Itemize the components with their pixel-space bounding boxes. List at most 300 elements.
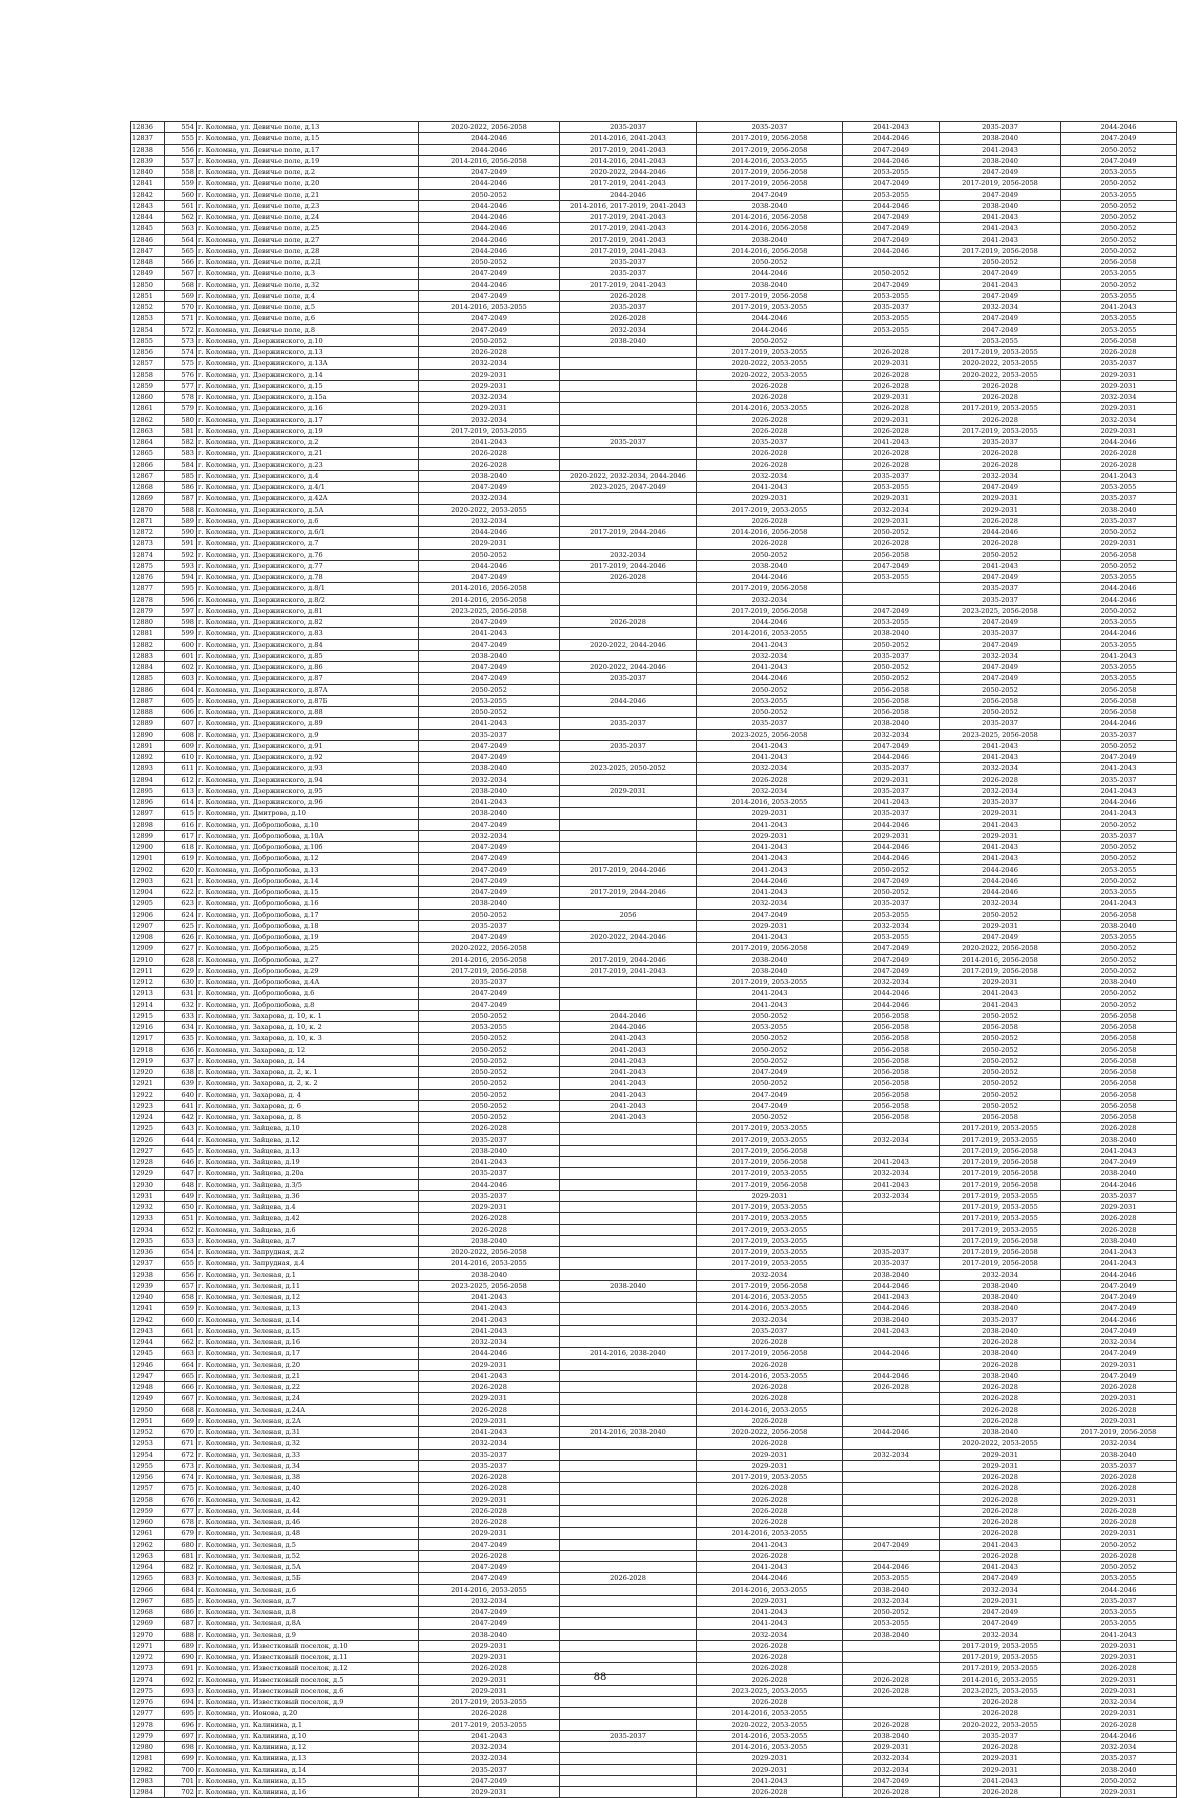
row-id-cell: 12900 [131,842,165,853]
row-id-cell: 12863 [131,425,165,436]
row-id-cell: 12841 [131,178,165,189]
address-cell: г. Коломна, ул. Дзержинского, д.6/1 [197,527,419,538]
period-cell-6: 2026-2028 [1061,1213,1177,1224]
period-cell-1: 2050-2052 [419,335,560,346]
period-cell-2 [560,1494,697,1505]
table-row [131,729,1177,740]
period-cell-6: 2026-2028 [1061,1123,1177,1134]
period-cell-5: 2056-2058 [940,1112,1061,1123]
period-cell-2 [560,1697,697,1708]
period-cell-4: 2056-2058 [843,1044,940,1055]
row-id-cell: 12915 [131,1010,165,1021]
table-row [131,1359,1177,1370]
table-row [131,178,1177,189]
table-row [131,1629,1177,1640]
address-cell: г. Коломна, ул. Известковый поселок, д.12 [197,1663,419,1674]
period-cell-2 [560,369,697,380]
row-id-cell: 12962 [131,1539,165,1550]
period-cell-5: 2038-2040 [940,1427,1061,1438]
row-number-cell: 624 [165,909,197,920]
period-cell-3: 2029-2031 [697,830,843,841]
period-cell-2: 2014-2016, 2041-2043 [560,133,697,144]
address-cell: г. Коломна, ул. Зеленая, д.13 [197,1303,419,1314]
table-row [131,335,1177,346]
table-row [131,1258,1177,1269]
period-cell-3: 2014-2016, 2056-2058 [697,245,843,256]
period-cell-6: 2044-2046 [1061,437,1177,448]
row-id-cell: 12901 [131,853,165,864]
period-cell-2: 2017-2019, 2041-2043 [560,144,697,155]
period-cell-1: 2035-2037 [419,920,560,931]
period-cell-2: 2035-2037 [560,1730,697,1741]
period-cell-4: 2035-2037 [843,302,940,313]
period-cell-3: 2017-2019, 2053-2055 [697,1258,843,1269]
period-cell-4: 2047-2049 [843,954,940,965]
period-cell-2 [560,594,697,605]
period-cell-2 [560,1359,697,1370]
address-cell: г. Коломна, ул. Дзержинского, д.42А [197,493,419,504]
table-row [131,133,1177,144]
period-cell-1: 2032-2034 [419,414,560,425]
table-row [131,122,1177,133]
period-cell-3: 2026-2028 [697,380,843,391]
row-id-cell: 12933 [131,1213,165,1224]
period-cell-3: 2047-2049 [697,189,843,200]
address-cell: г. Коломна, ул. Добролюбова, д.10 [197,819,419,830]
table-row [131,617,1177,628]
row-id-cell: 12876 [131,572,165,583]
period-cell-6: 2053-2055 [1061,864,1177,875]
period-cell-3: 2020-2022, 2056-2058 [697,1427,843,1438]
address-cell: г. Коломна, ул. Дзержинского, д.5А [197,504,419,515]
row-number-cell: 640 [165,1089,197,1100]
period-cell-6: 2041-2043 [1061,763,1177,774]
address-cell: г. Коломна, ул. Калинина, д.15 [197,1775,419,1786]
row-number-cell: 564 [165,234,197,245]
period-cell-3: 2032-2034 [697,763,843,774]
row-id-cell: 12842 [131,189,165,200]
address-cell: г. Коломна, ул. Девичье поле, д.17 [197,144,419,155]
period-cell-1: 2041-2043 [419,1325,560,1336]
address-cell: г. Коломна, ул. Зеленая, д.31 [197,1427,419,1438]
period-cell-6: 2044-2046 [1061,1179,1177,1190]
period-cell-4: 2041-2043 [843,1325,940,1336]
period-cell-1: 2041-2043 [419,1427,560,1438]
row-number-cell: 654 [165,1247,197,1258]
table-row [131,785,1177,796]
period-cell-2: 2017-2019, 2044-2046 [560,864,697,875]
row-number-cell: 568 [165,279,197,290]
period-cell-6: 2041-2043 [1061,1247,1177,1258]
period-cell-5: 2041-2043 [940,999,1061,1010]
period-cell-5: 2035-2037 [940,583,1061,594]
period-cell-2 [560,1157,697,1168]
period-cell-5: 2029-2031 [940,504,1061,515]
period-cell-6: 2026-2028 [1061,1224,1177,1235]
period-cell-5: 2032-2034 [940,898,1061,909]
period-cell-5: 2050-2052 [940,1033,1061,1044]
period-cell-2 [560,650,697,661]
period-cell-5: 2029-2031 [940,1460,1061,1471]
row-id-cell: 12877 [131,583,165,594]
period-cell-2 [560,1584,697,1595]
period-cell-3: 2014-2016, 2056-2058 [697,527,843,538]
period-cell-1: 2038-2040 [419,1145,560,1156]
row-id-cell: 12976 [131,1697,165,1708]
period-cell-3: 2020-2022, 2053-2055 [697,358,843,369]
period-cell-3: 2026-2028 [697,1438,843,1449]
period-cell-3: 2014-2016, 2053-2055 [697,1404,843,1415]
period-cell-4 [843,1460,940,1471]
period-cell-6: 2053-2055 [1061,1607,1177,1618]
table-row [131,313,1177,324]
period-cell-4: 2044-2046 [843,842,940,853]
row-id-cell: 12952 [131,1427,165,1438]
period-cell-3: 2026-2028 [697,425,843,436]
row-number-cell: 679 [165,1528,197,1539]
period-cell-5: 2026-2028 [940,1404,1061,1415]
period-cell-5: 2053-2055 [940,335,1061,346]
period-cell-3: 2029-2031 [697,808,843,819]
period-cell-6: 2056-2058 [1061,1055,1177,1066]
period-cell-2: 2020-2022, 2044-2046 [560,932,697,943]
row-id-cell: 12963 [131,1550,165,1561]
row-number-cell: 688 [165,1629,197,1640]
schedule-table-container [130,121,1176,1798]
row-number-cell: 696 [165,1719,197,1730]
row-number-cell: 571 [165,313,197,324]
period-cell-4 [843,1235,940,1246]
period-cell-6: 2050-2052 [1061,965,1177,976]
period-cell-6: 2050-2052 [1061,988,1177,999]
period-cell-2: 2014-2016, 2017-2019, 2041-2043 [560,200,697,211]
address-cell: г. Коломна, ул. Девичье поле, д.24 [197,212,419,223]
row-number-cell: 621 [165,875,197,886]
period-cell-2 [560,1517,697,1528]
row-id-cell: 12918 [131,1044,165,1055]
period-cell-4: 2044-2046 [843,1562,940,1573]
period-cell-6: 2026-2028 [1061,1517,1177,1528]
address-cell: г. Коломна, ул. Зеленая, д.24А [197,1404,419,1415]
row-number-cell: 667 [165,1393,197,1404]
period-cell-3: 2026-2028 [697,1663,843,1674]
row-number-cell: 585 [165,470,197,481]
period-cell-3: 2014-2016, 2053-2055 [697,1292,843,1303]
period-cell-3: 2017-2019, 2056-2058 [697,144,843,155]
period-cell-6: 2038-2040 [1061,1134,1177,1145]
table-row [131,1415,1177,1426]
period-cell-5: 2017-2019, 2056-2058 [940,965,1061,976]
period-cell-6: 2056-2058 [1061,695,1177,706]
period-cell-3: 2026-2028 [697,1787,843,1798]
period-cell-6: 2044-2046 [1061,594,1177,605]
row-id-cell: 12942 [131,1314,165,1325]
period-cell-5: 2050-2052 [940,1067,1061,1078]
address-cell: г. Коломна, ул. Зайцева, д.36 [197,1190,419,1201]
row-id-cell: 12862 [131,414,165,425]
period-cell-2: 2035-2037 [560,718,697,729]
period-cell-4: 2056-2058 [843,1078,940,1089]
row-id-cell: 12848 [131,257,165,268]
period-cell-4: 2038-2040 [843,1730,940,1741]
period-cell-3: 2026-2028 [697,1640,843,1651]
period-cell-5: 2017-2019, 2053-2055 [940,1190,1061,1201]
address-cell: г. Коломна, ул. Дзержинского, д.89 [197,718,419,729]
period-cell-2 [560,1787,697,1798]
row-number-cell: 635 [165,1033,197,1044]
period-cell-6: 2053-2055 [1061,290,1177,301]
period-cell-4: 2056-2058 [843,1010,940,1021]
period-cell-6: 2032-2034 [1061,1337,1177,1348]
period-cell-4: 2056-2058 [843,1033,940,1044]
period-cell-5: 2029-2031 [940,493,1061,504]
row-number-cell: 600 [165,639,197,650]
row-number-cell: 610 [165,752,197,763]
period-cell-4: 2035-2037 [843,898,940,909]
period-cell-2 [560,583,697,594]
period-cell-2 [560,605,697,616]
period-cell-3: 2017-2019, 2056-2058 [697,605,843,616]
address-cell: г. Коломна, ул. Зайцева, д.10 [197,1123,419,1134]
period-cell-1: 2026-2028 [419,459,560,470]
period-cell-5: 2026-2028 [940,459,1061,470]
period-cell-6: 2029-2031 [1061,1494,1177,1505]
address-cell: г. Коломна, ул. Добролюбова, д.10б [197,842,419,853]
period-cell-3: 2041-2043 [697,887,843,898]
address-cell: г. Коломна, ул. Зеленая, д.34 [197,1460,419,1471]
period-cell-2 [560,1607,697,1618]
row-number-cell: 659 [165,1303,197,1314]
row-number-cell: 555 [165,133,197,144]
row-number-cell: 666 [165,1382,197,1393]
period-cell-4: 2041-2043 [843,1292,940,1303]
row-number-cell: 582 [165,437,197,448]
period-cell-3: 2017-2019, 2053-2055 [697,347,843,358]
period-cell-2: 2041-2043 [560,1067,697,1078]
period-cell-3: 2050-2052 [697,549,843,560]
period-cell-3: 2017-2019, 2056-2058 [697,133,843,144]
period-cell-4: 2041-2043 [843,437,940,448]
period-cell-2 [560,684,697,695]
period-cell-4: 2029-2031 [843,515,940,526]
period-cell-1: 2038-2040 [419,763,560,774]
table-row [131,830,1177,841]
period-cell-4: 2050-2052 [843,673,940,684]
period-cell-6: 2041-2043 [1061,1629,1177,1640]
table-row [131,1618,1177,1629]
row-number-cell: 632 [165,999,197,1010]
address-cell: г. Коломна, ул. Зеленая, д.22 [197,1382,419,1393]
period-cell-6: 2029-2031 [1061,1652,1177,1663]
period-cell-1: 2044-2046 [419,178,560,189]
period-cell-1: 2023-2025, 2056-2058 [419,1280,560,1291]
period-cell-3: 2026-2028 [697,774,843,785]
row-number-cell: 554 [165,122,197,133]
period-cell-3: 2032-2034 [697,594,843,605]
period-cell-1: 2041-2043 [419,797,560,808]
period-cell-1: 2050-2052 [419,549,560,560]
period-cell-4 [843,1202,940,1213]
period-cell-6: 2026-2028 [1061,1505,1177,1516]
period-cell-4 [843,1494,940,1505]
period-cell-1: 2035-2037 [419,1134,560,1145]
period-cell-1: 2044-2046 [419,245,560,256]
row-id-cell: 12911 [131,965,165,976]
row-id-cell: 12907 [131,920,165,931]
period-cell-2: 2032-2034 [560,324,697,335]
row-id-cell: 12960 [131,1517,165,1528]
period-cell-1: 2026-2028 [419,347,560,358]
period-cell-6: 2044-2046 [1061,1584,1177,1595]
table-row [131,257,1177,268]
table-row [131,167,1177,178]
period-cell-3: 2035-2037 [697,122,843,133]
period-cell-5: 2050-2052 [940,549,1061,560]
period-cell-3: 2038-2040 [697,560,843,571]
period-cell-4: 2047-2049 [843,234,940,245]
period-cell-1: 2050-2052 [419,257,560,268]
table-row [131,864,1177,875]
period-cell-3: 2041-2043 [697,932,843,943]
row-id-cell: 12849 [131,268,165,279]
period-cell-1: 2029-2031 [419,369,560,380]
address-cell: г. Коломна, ул. Добролюбова, д.15 [197,887,419,898]
table-row [131,1685,1177,1696]
period-cell-3: 2032-2034 [697,1629,843,1640]
period-cell-1: 2041-2043 [419,1314,560,1325]
row-number-cell: 676 [165,1494,197,1505]
period-cell-3: 2026-2028 [697,1415,843,1426]
table-row [131,1033,1177,1044]
address-cell: г. Коломна, ул. Дзержинского, д.83 [197,628,419,639]
period-cell-3: 2014-2016, 2053-2055 [697,1303,843,1314]
row-id-cell: 12944 [131,1337,165,1348]
period-cell-2 [560,1269,697,1280]
period-cell-5: 2041-2043 [940,1562,1061,1573]
period-cell-4: 2044-2046 [843,752,940,763]
period-cell-3: 2041-2043 [697,1562,843,1573]
row-number-cell: 577 [165,380,197,391]
period-cell-3: 2017-2019, 2056-2058 [697,583,843,594]
period-cell-4 [843,1483,940,1494]
address-cell: г. Коломна, ул. Зеленая, д.15 [197,1325,419,1336]
period-cell-6: 2047-2049 [1061,1292,1177,1303]
row-number-cell: 576 [165,369,197,380]
period-cell-1: 2038-2040 [419,470,560,481]
period-cell-4: 2056-2058 [843,1022,940,1033]
period-cell-2: 2041-2043 [560,1055,697,1066]
period-cell-6: 2050-2052 [1061,279,1177,290]
period-cell-4: 2050-2052 [843,887,940,898]
table-row [131,1550,1177,1561]
table-row [131,718,1177,729]
period-cell-2: 2035-2037 [560,437,697,448]
row-id-cell: 12905 [131,898,165,909]
row-id-cell: 12892 [131,752,165,763]
period-cell-1: 2029-2031 [419,403,560,414]
period-cell-5: 2026-2028 [940,1472,1061,1483]
address-cell: г. Коломна, ул. Дзержинского, д.13А [197,358,419,369]
period-cell-5: 2017-2019, 2053-2055 [940,1202,1061,1213]
period-cell-6: 2026-2028 [1061,1472,1177,1483]
period-cell-6: 2047-2049 [1061,133,1177,144]
period-cell-4: 2032-2034 [843,920,940,931]
table-row [131,965,1177,976]
period-cell-6: 2035-2037 [1061,1753,1177,1764]
address-cell: г. Коломна, ул. Дзержинского, д.8/2 [197,594,419,605]
period-cell-5: 2017-2019, 2053-2055 [940,1663,1061,1674]
table-row [131,1280,1177,1291]
row-number-cell: 597 [165,605,197,616]
period-cell-6: 2056-2058 [1061,1033,1177,1044]
period-cell-6: 2038-2040 [1061,920,1177,931]
period-cell-5: 2038-2040 [940,133,1061,144]
table-row [131,1494,1177,1505]
address-cell: г. Коломна, ул. Захарова, д. 10, к. 2 [197,1022,419,1033]
period-cell-1: 2032-2034 [419,1595,560,1606]
address-cell: г. Коломна, ул. Зеленая, д.16 [197,1337,419,1348]
row-id-cell: 12836 [131,122,165,133]
period-cell-4 [843,335,940,346]
period-cell-5: 2017-2019, 2053-2055 [940,347,1061,358]
row-number-cell: 608 [165,729,197,740]
period-cell-3: 2014-2016, 2053-2055 [697,1528,843,1539]
period-cell-2: 2026-2028 [560,1573,697,1584]
address-cell: г. Коломна, ул. Зеленая, д.5Б [197,1573,419,1584]
period-cell-1: 2029-2031 [419,538,560,549]
period-cell-1: 2041-2043 [419,718,560,729]
period-cell-5: 2035-2037 [940,797,1061,808]
row-number-cell: 559 [165,178,197,189]
table-row [131,639,1177,650]
period-cell-1: 2053-2055 [419,1022,560,1033]
period-cell-4: 2026-2028 [843,1685,940,1696]
period-cell-5: 2047-2049 [940,617,1061,628]
table-row [131,1652,1177,1663]
period-cell-1: 2044-2046 [419,212,560,223]
address-cell: г. Коломна, ул. Добролюбова, д.27 [197,954,419,965]
row-id-cell: 12853 [131,313,165,324]
period-cell-4 [843,1652,940,1663]
period-cell-3: 2032-2034 [697,1314,843,1325]
address-cell: г. Коломна, ул. Дмитрова, д.10 [197,808,419,819]
period-cell-4: 2026-2028 [843,1719,940,1730]
row-id-cell: 12941 [131,1303,165,1314]
period-cell-2: 2017-2019, 2044-2046 [560,887,697,898]
address-cell: г. Коломна, ул. Зеленая, д.42 [197,1494,419,1505]
row-id-cell: 12864 [131,437,165,448]
period-cell-2 [560,1595,697,1606]
period-cell-5: 2017-2019, 2056-2058 [940,1145,1061,1156]
table-row [131,628,1177,639]
period-cell-5: 2035-2037 [940,718,1061,729]
period-cell-4: 2044-2046 [843,853,940,864]
period-cell-4: 2053-2055 [843,167,940,178]
row-number-cell: 647 [165,1168,197,1179]
period-cell-1: 2053-2055 [419,695,560,706]
period-cell-6: 2029-2031 [1061,380,1177,391]
row-id-cell: 12930 [131,1179,165,1190]
period-cell-5: 2038-2040 [940,200,1061,211]
period-cell-2 [560,403,697,414]
period-cell-6: 2044-2046 [1061,628,1177,639]
row-number-cell: 566 [165,257,197,268]
period-cell-1: 2047-2049 [419,662,560,673]
period-cell-4: 2053-2055 [843,290,940,301]
period-cell-1: 2035-2037 [419,1764,560,1775]
period-cell-6: 2050-2052 [1061,1775,1177,1786]
address-cell: г. Коломна, ул. Известковый поселок, д.11 [197,1652,419,1663]
